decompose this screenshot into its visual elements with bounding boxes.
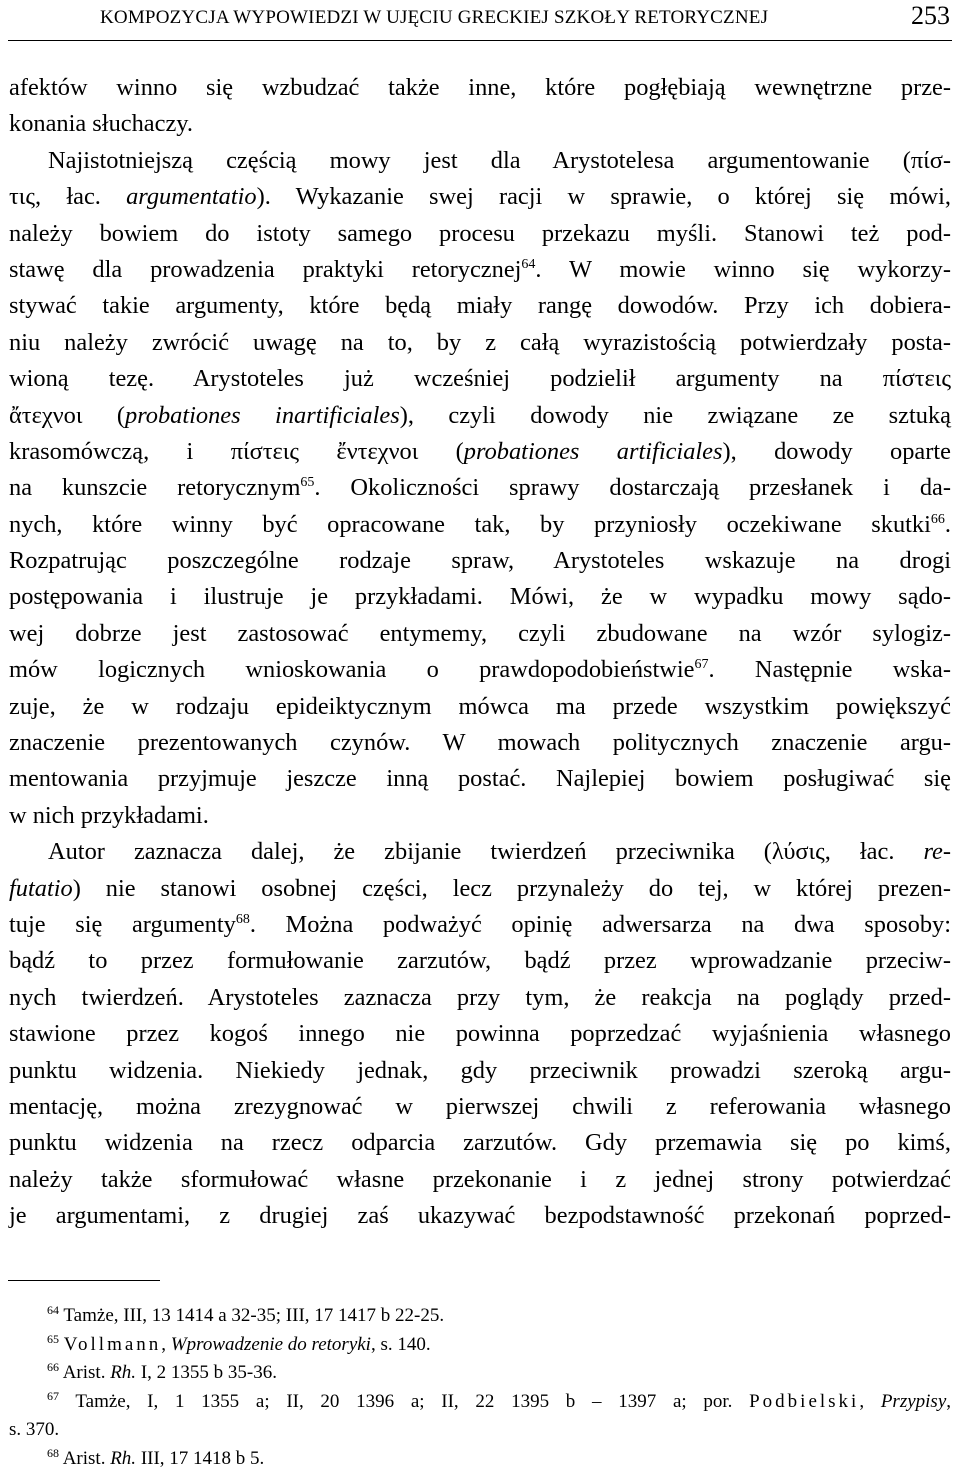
text-line: zuje, że w rodzaju epideiktycznym mówca ma przede wszystkim powiększyć (9, 692, 951, 720)
text-line: ἄτεχνοι (probationes inartificiales), czyli dowody nie związane ze sztuką (9, 401, 951, 429)
footnote-number: 67 (47, 1388, 59, 1403)
footnote-ref[interactable]: 66 (930, 511, 945, 527)
text-line: stawę dla prowadzenia praktyki retorycznej$^{64}$. W mowie winno się wykorzy- (9, 255, 951, 283)
footnote-ref[interactable]: 65 (300, 475, 315, 491)
text-line: nych, które winny być opracowane tak, by przyniosły oczekiwane skutki$^{66}$. (9, 510, 951, 538)
text-line: stywać takie argumenty, które będą miały rangę dowodów. Przy ich dobiera- (9, 292, 951, 320)
text-line: należy także sformułować własne przekonanie i z jednej strony potwierdzać (9, 1165, 951, 1193)
text-line: Najistotniejszą częścią mowy jest dla Arystotelesa argumentowanie (πίσ- (48, 146, 951, 174)
footnote-ref[interactable]: 64 (521, 256, 536, 272)
body-text (9, 70, 951, 1235)
footnote-67: $^{67}$ Tamże, I, 1 1355 a; II, 20 1396 a; II, 22 1395 b – 1397 a; por. Podbielski, Przypisy, (47, 1388, 951, 1412)
text-line: mentowania przyjmuje jeszcze inną postać. Najlepiej bowiem posługiwać się (9, 765, 951, 793)
text-line: futatio) nie stanowi osobnej części, lecz przynależy do tej, w której prezen- (9, 874, 951, 902)
text-line: nych twierdzeń. Arystoteles zaznacza przy tym, że reakcja na poglądy przed- (9, 983, 951, 1011)
text-line: postępowania i ilustruje je przykładami. Mówi, że w wypadku mowy sądo- (9, 583, 951, 611)
footnote-ref[interactable]: 68 (235, 911, 250, 927)
text-line: afektów winno się wzbudzać także inne, które pogłębiają wewnętrzne prze- (9, 74, 951, 101)
text-line: mów logicznych wnioskowania o prawdopodobieństwie$^{67}$. Następnie wska- (9, 656, 951, 684)
text-line: niu należy zwrócić uwagę na to, by z całą wyrazistością potwierdzały posta- (9, 328, 951, 356)
footnote-65: $^{65}$ Vollmann, Wprowadzenie do retoryki, s. 140. (47, 1331, 431, 1355)
footnote-66: $^{66}$ Arist. Rh. I, 2 1355 b 35-36. (47, 1360, 277, 1383)
text-line: Rozpatrując poszczególne rodzaje spraw, Arystoteles wskazuje na drogi (9, 547, 951, 575)
footnote-ref[interactable]: 67 (694, 657, 709, 673)
book-title: Wprowadzenie do retoryki (170, 1333, 371, 1355)
footnote-67-continuation: s. 370. (9, 1419, 60, 1440)
text-line: należy bowiem do istoty samego procesu przekazu myśli. Stanowi też pod- (9, 219, 951, 247)
footnotes (9, 1302, 951, 1473)
footnote-rule (8, 1280, 160, 1281)
running-head: KOMPOZYCJA WYPOWIEDZI W UJĘCIU GRECKIEJ SZKOŁY RETORYCZNEJ (100, 7, 769, 28)
text-line: konania słuchaczy. (9, 110, 193, 138)
text-line: Autor zaznacza dalej, że zbijanie twierdzeń przeciwnika (λύσις, łac. re- (48, 838, 951, 866)
text-line: τις, łac. argumentatio). Wykazanie swej racji w sprawie, o której się mówi, (9, 183, 951, 211)
footnote-64: $^{64}$ Tamże, III, 13 1414 a 32-35; III, 17 1417 b 22-25. (47, 1303, 445, 1326)
text-line: krasomówczą, i πίστεις ἔντεχνοι (probationes artificiales), dowody oparte (9, 437, 951, 465)
author-name: Podbielski (749, 1390, 860, 1412)
text-line: na kunszcie retorycznym$^{65}$. Okoliczności sprawy dostarczają przesłanek i da- (9, 474, 951, 502)
text-line: bądź to przez formułowanie zarzutów, bądź przez wprowadzanie przeciw- (9, 947, 951, 975)
text-line: znaczenie prezentowanych czynów. W mowach politycznych znaczenie argu- (9, 729, 951, 757)
text-line: wej dobrze jest zastosować entymemy, czyli zbudowane na wzór sylogiz- (9, 619, 951, 647)
footnote-number: 68 (47, 1445, 59, 1460)
text-line: mentację, można zrezygnować w pierwszej chwili z referowania własnego (9, 1092, 951, 1120)
text-line: w nich przykładami. (9, 801, 209, 829)
footnote-number: 65 (47, 1331, 59, 1346)
text-line: je argumentami, z drugiej zaś ukazywać bezpodstawność przekonań poprzed- (9, 1202, 951, 1230)
book-title: Przypisy (880, 1390, 947, 1412)
footnote-68: $^{68}$ Arist. Rh. III, 17 1418 b 5. (47, 1445, 265, 1469)
text-line: punktu widzenia na rzecz odparcia zarzutów. Gdy przemawia się po kimś, (9, 1129, 951, 1157)
author-name: Vollmann (63, 1333, 162, 1355)
text-line: tuje się argumenty$^{68}$. Można podważyć opinię adwersarza na dwa sposoby: (9, 910, 951, 938)
page-number: 253 (911, 1, 950, 30)
text-line: stawione przez kogoś innego nie powinna poprzedzać wyjaśnienia własnego (9, 1020, 951, 1048)
text-line: punktu widzenia. Niekiedy jednak, gdy przeciwnik prowadzi szeroką argu- (9, 1056, 951, 1084)
footnote-number: 64 (47, 1303, 59, 1317)
footnote-number: 66 (47, 1360, 59, 1374)
page-header (0, 0, 960, 40)
header-rule (8, 40, 952, 41)
text-line: wioną tezę. Arystoteles już wcześniej podzielił argumenty na πίστεις (9, 365, 951, 393)
